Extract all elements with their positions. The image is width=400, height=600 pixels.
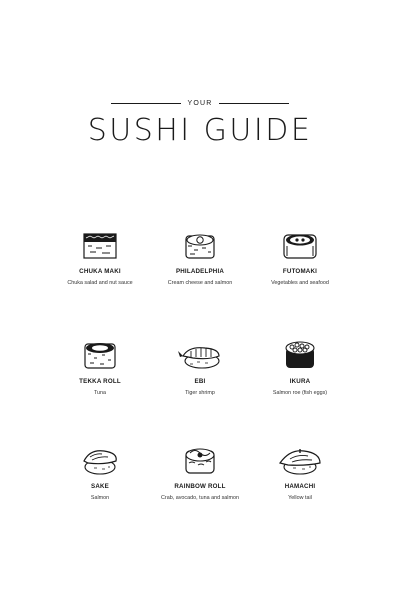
- sushi-name: RAINBOW ROLL: [174, 483, 226, 490]
- sushi-name: SAKE: [91, 483, 109, 490]
- sushi-description: Tuna: [93, 390, 107, 396]
- sushi-description: Salmon: [90, 495, 110, 501]
- sushi-description: Cream cheese and salmon: [167, 280, 233, 286]
- sushi-name: HAMACHI: [284, 483, 316, 490]
- sushi-name: FUTOMAKI: [282, 268, 318, 275]
- tekka-roll-icon: [78, 336, 122, 372]
- rainbow-roll-icon: [178, 441, 222, 477]
- ikura-gunkan-icon: [278, 336, 322, 372]
- kicker: [0, 100, 400, 107]
- sushi-name: CHUKA MAKI: [79, 268, 121, 275]
- kicker-rule-right: [219, 103, 289, 104]
- sushi-name: TEKKA ROLL: [79, 378, 121, 385]
- sushi-description: Crab, avocado, tuna and salmon: [161, 495, 239, 501]
- sushi-description: Salmon roe (fish eggs): [272, 390, 328, 396]
- chuka-maki-icon: [78, 226, 122, 262]
- futomaki-icon: [278, 226, 322, 262]
- page-title: SUSHI GUIDE: [87, 113, 313, 148]
- sushi-item-futomaki: [240, 222, 360, 286]
- sushi-description: Vegetables and seafood: [271, 280, 329, 286]
- sushi-name: IKURA: [289, 378, 311, 385]
- ebi-nigiri-icon: [175, 336, 225, 372]
- kicker-text: YOUR: [187, 100, 213, 107]
- sushi-description: Yellow tail: [288, 495, 312, 501]
- sushi-description: Tiger shrimp: [185, 390, 215, 396]
- sake-nigiri-icon: [78, 441, 122, 477]
- philadelphia-roll-icon: [178, 226, 222, 262]
- sushi-name: EBI: [194, 378, 206, 385]
- hamachi-nigiri-icon: [276, 441, 324, 477]
- header: [0, 100, 400, 148]
- sushi-name: PHILADELPHIA: [175, 268, 225, 275]
- sushi-item-ikura: [240, 332, 360, 396]
- sushi-description: Chuka salad and nut sauce: [67, 280, 133, 286]
- kicker-rule-left: [111, 103, 181, 104]
- sushi-item-hamachi: [240, 437, 360, 501]
